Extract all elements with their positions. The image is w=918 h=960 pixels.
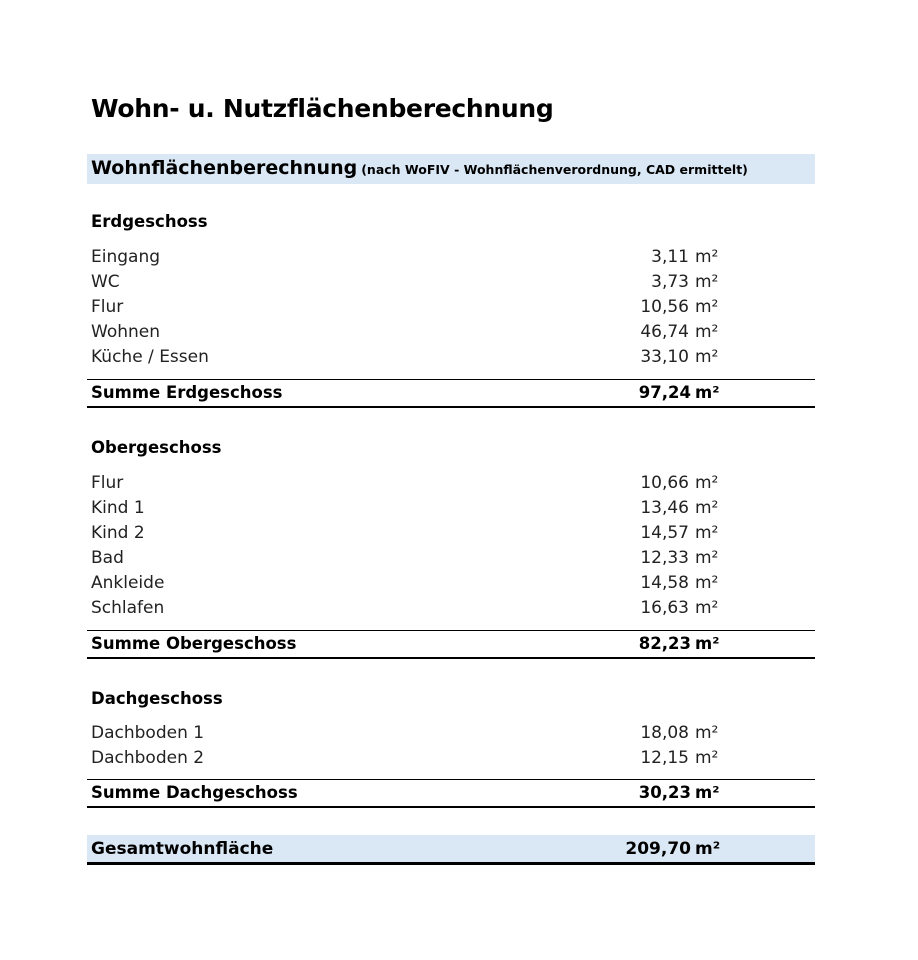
- room-name: Eingang: [91, 247, 161, 267]
- room-name: Wohnen: [91, 322, 160, 342]
- sum-value: 97,24: [638, 383, 691, 402]
- room-area: 18,08: [640, 723, 689, 743]
- table-row: [91, 523, 721, 548]
- unit-label: m²: [695, 247, 719, 267]
- unit-label: m²: [695, 498, 719, 518]
- unit-label: m²: [695, 473, 719, 493]
- table-row: [91, 723, 721, 748]
- room-name: Dachboden 1: [91, 723, 205, 743]
- sum-row-dachgeschoss: [87, 779, 815, 808]
- room-name: Ankleide: [91, 573, 165, 593]
- sum-row-erdgeschoss: [87, 379, 815, 408]
- table-row: [91, 473, 721, 498]
- sum-label: Summe Obergeschoss: [91, 634, 297, 653]
- table-row: [91, 347, 721, 372]
- unit-label: m²: [695, 634, 720, 653]
- unit-label: m²: [695, 723, 719, 743]
- room-name: Schlafen: [91, 598, 165, 618]
- unit-label: m²: [695, 548, 719, 568]
- section-heading-erdgeschoss: Erdgeschoss: [91, 212, 208, 231]
- room-area: 13,46: [640, 498, 689, 518]
- room-area: 10,66: [640, 473, 689, 493]
- unit-label: m²: [695, 297, 719, 317]
- room-name: Flur: [91, 297, 124, 317]
- total-label: Gesamtwohnfläche: [91, 839, 274, 859]
- room-area: 12,15: [640, 748, 689, 768]
- unit-label: m²: [695, 839, 721, 859]
- section-heading-dachgeschoss: Dachgeschoss: [91, 689, 223, 708]
- unit-label: m²: [695, 272, 719, 292]
- room-area: 10,56: [640, 297, 689, 317]
- table-row: [91, 598, 721, 623]
- unit-label: m²: [695, 748, 719, 768]
- room-area: 14,57: [640, 523, 689, 543]
- table-row: [91, 322, 721, 347]
- sum-label: Summe Dachgeschoss: [91, 783, 298, 802]
- room-area: 3,73: [651, 272, 689, 292]
- room-name: Küche / Essen: [91, 347, 209, 367]
- room-name: Flur: [91, 473, 124, 493]
- sum-label: Summe Erdgeschoss: [91, 383, 283, 402]
- unit-label: m²: [695, 573, 719, 593]
- subheading-title: Wohnflächenberechnung: [91, 157, 358, 179]
- table-row: [91, 548, 721, 573]
- room-name: Kind 2: [91, 523, 145, 543]
- room-area: 16,63: [640, 598, 689, 618]
- page-title: Wohn- u. Nutzflächenberechnung: [91, 94, 554, 123]
- subheading: [91, 157, 748, 179]
- subheading-note: (nach WoFIV - Wohnflächenverordnung, CAD ermittelt): [361, 162, 748, 177]
- table-row: [91, 297, 721, 322]
- unit-label: m²: [695, 383, 720, 402]
- table-row: [91, 573, 721, 598]
- room-area: 46,74: [640, 322, 689, 342]
- table-row: [91, 247, 721, 272]
- subheading-band: [87, 154, 815, 184]
- table-row: [91, 498, 721, 523]
- total-row: [87, 835, 815, 865]
- unit-label: m²: [695, 322, 719, 342]
- table-row: [91, 748, 721, 773]
- sum-value: 82,23: [638, 634, 691, 653]
- section-heading-obergeschoss: Obergeschoss: [91, 438, 222, 457]
- room-area: 3,11: [651, 247, 689, 267]
- sum-value: 30,23: [638, 783, 691, 802]
- sum-row-obergeschoss: [87, 630, 815, 659]
- table-row: [91, 272, 721, 297]
- room-name: Bad: [91, 548, 124, 568]
- unit-label: m²: [695, 347, 719, 367]
- unit-label: m²: [695, 598, 719, 618]
- room-name: Kind 1: [91, 498, 145, 518]
- room-area: 14,58: [640, 573, 689, 593]
- unit-label: m²: [695, 523, 719, 543]
- total-value: 209,70: [625, 839, 691, 859]
- room-area: 12,33: [640, 548, 689, 568]
- unit-label: m²: [695, 783, 720, 802]
- room-name: Dachboden 2: [91, 748, 205, 768]
- room-name: WC: [91, 272, 120, 292]
- room-area: 33,10: [640, 347, 689, 367]
